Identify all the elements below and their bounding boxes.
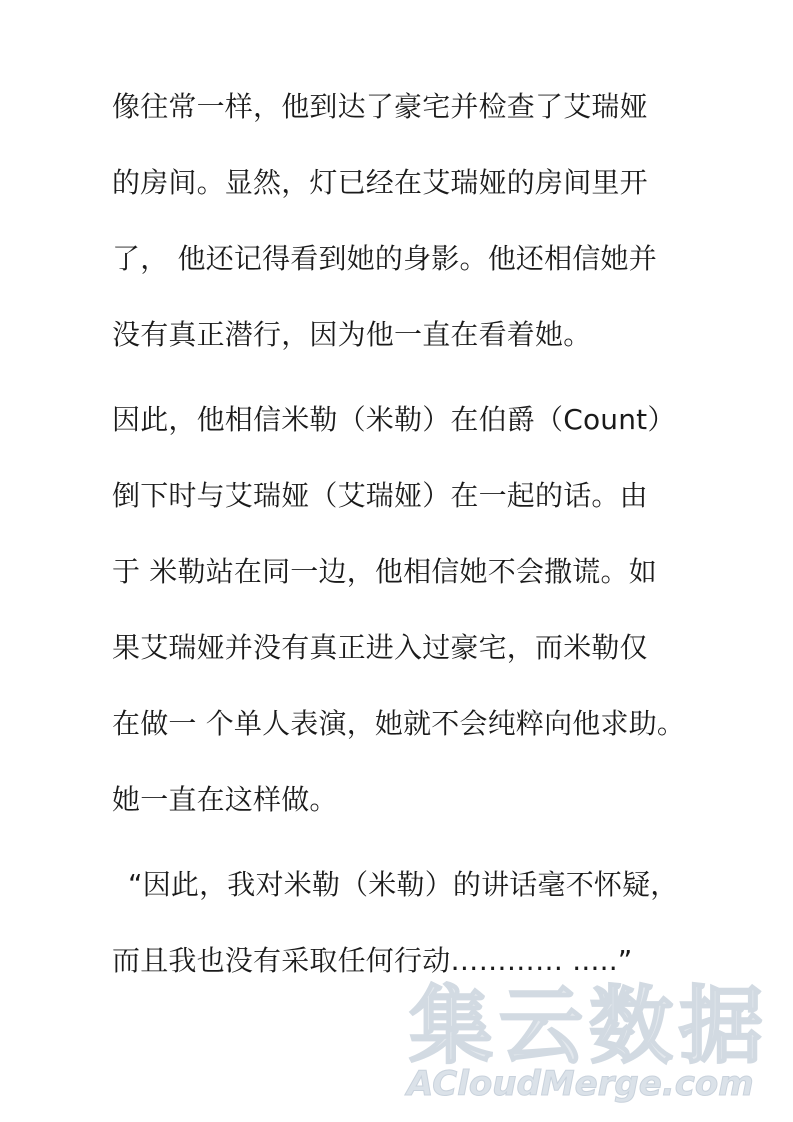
- text-line: 她一直在这样做。: [112, 783, 338, 816]
- text-line: “因此，我对米勒（米勒）的讲话毫不怀疑，: [128, 868, 679, 901]
- paragraph-2: [112, 405, 692, 861]
- text-line: 的房间。显然，灯已经在艾瑞娅的房间里开: [112, 166, 648, 199]
- watermark-english-text: ACloudMerge.com: [407, 1064, 754, 1104]
- text-line: 了， 他还记得看到她的身影。他还相信她并: [112, 242, 657, 275]
- paragraph-3-quote: [112, 868, 708, 1022]
- text-line: 没有真正潜行，因为他一直在看着她。: [112, 318, 592, 351]
- watermark-chinese-text: 集云数据: [409, 977, 770, 1075]
- paragraph-1: [112, 92, 692, 396]
- text-line: 于 米勒站在同一边，他相信她不会撒谎。如: [112, 555, 657, 588]
- text-line: 像往常一样，他到达了豪宅并检查了艾瑞娅: [112, 90, 648, 123]
- text-line: 而且我也没有采取任何行动………… .....”: [112, 944, 633, 977]
- text-line: 因此，他相信米勒（米勒）在伯爵（Count）: [112, 403, 676, 436]
- text-line: 倒下时与艾瑞娅（艾瑞娅）在一起的话。由: [112, 479, 648, 512]
- text-line: 在做一 个单人表演，她就不会纯粹向他求助。: [112, 707, 686, 740]
- text-line: 果艾瑞娅并没有真正进入过豪宅，而米勒仅: [112, 631, 648, 664]
